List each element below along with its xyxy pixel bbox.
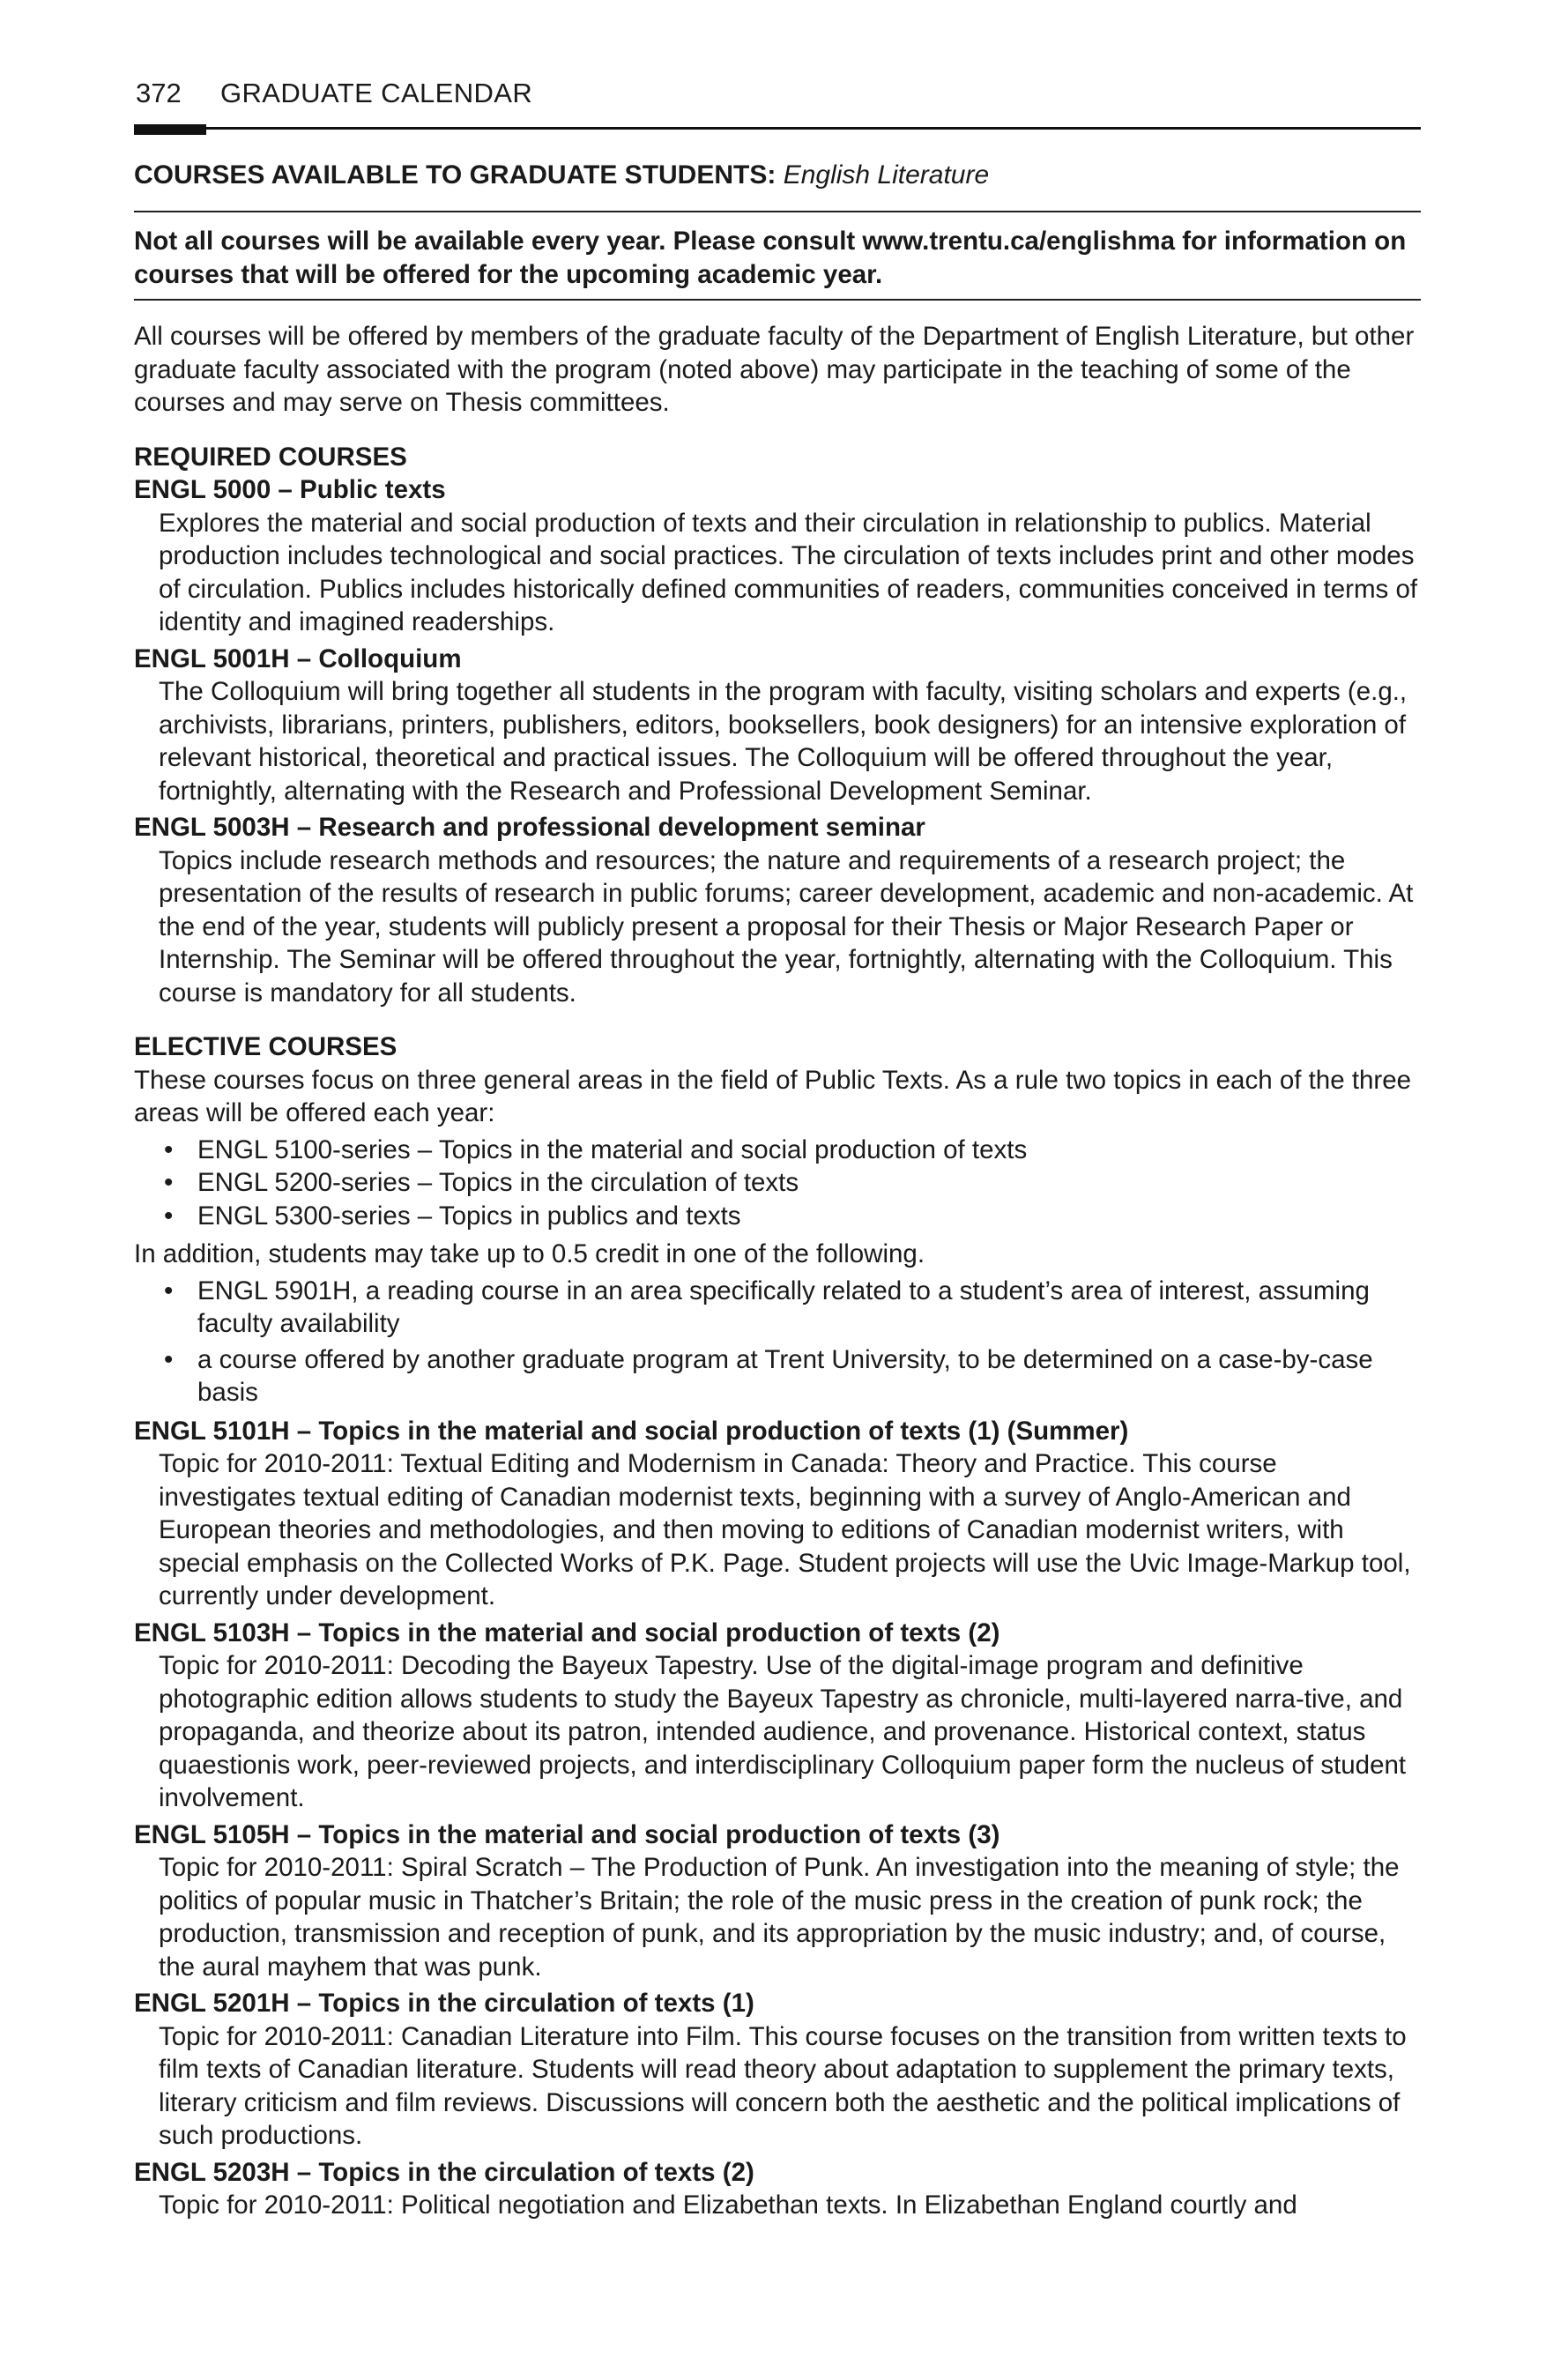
page (134, 78, 1421, 2226)
series-list (134, 1134, 1421, 1233)
course-description: Topic for 2010-2011: Textual Editing and Modernism in Canada: Theory and Practice. This course investigates textual editing of Canadian modernist texts, beginning with a survey of Anglo-American and European theories and methodologies, and then moving to editions of Canadian modernist writers, with special emphasis on the Collected Works of P.K. Page. Student projects will use the Uvic Image-Markup tool, currently under development. (159, 1449, 1411, 1610)
required-courses-heading: REQUIRED COURSES (134, 442, 407, 472)
course-title: ENGL 5201H – Topics in the circulation of texts (1) (134, 1989, 754, 2018)
course-entry (134, 1415, 1421, 1613)
header-rule (134, 127, 1421, 130)
notice-box (134, 211, 1421, 301)
course-entry (134, 643, 1421, 808)
section-title (134, 160, 1421, 191)
course-title: ENGL 5203H – Topics in the circulation of texts (2) (134, 2157, 754, 2187)
course-entry (134, 811, 1421, 1009)
list-item: • ENGL 5300-series – Topics in publics and texts (134, 1200, 1421, 1233)
notice-rule-bottom (134, 299, 1421, 301)
course-description: Topic for 2010-2011: Decoding the Bayeux Tapestry. Use of the digital-image program and definitive photographic edition allows students to study the Bayeux Tapestry as chronicle, multi-layered narra-tive, and propaganda, and theorize about its patron, intended audience, and provenance. Historical context, status quaestionis work, peer-reviewed projects, and interdisciplinary Colloquium paper form the nucleus of student involvement. (159, 1651, 1407, 1812)
course-description: Explores the material and social production of texts and their circulation in relationship to publics. Material production includes technological and social practices. The circulation of texts includes print and other modes of circulation. Publics includes historically defined communities of readers, communities conceived in terms of identity and imagined readerships. (159, 508, 1418, 636)
course-title: ENGL 5105H – Topics in the material and social production of texts (3) (134, 1819, 1000, 1849)
course-title: ENGL 5103H – Topics in the material and social production of texts (2) (134, 1618, 1000, 1647)
options-list (134, 1275, 1421, 1409)
course-title: ENGL 5001H – Colloquium (134, 643, 462, 673)
list-item: • a course offered by another graduate program at Trent University, to be determined on a case-by-case basis (134, 1343, 1421, 1409)
course-entry (134, 1818, 1421, 1984)
list-item: • ENGL 5100-series – Topics in the material and social production of texts (134, 1134, 1421, 1167)
course-title: ENGL 5000 – Public texts (134, 475, 446, 504)
section-title-subject: English Literature (783, 160, 990, 190)
section-title-main: COURSES AVAILABLE TO GRADUATE STUDENTS: (134, 160, 776, 190)
intro-paragraph: All courses will be offered by members of the graduate faculty of the Department of English Literature, but other graduate faculty associated with the program (noted above) may participate in the teaching of some of the courses and may serve on Thesis committees. (134, 322, 1415, 417)
list-item: • ENGL 5901H, a reading course in an area specifically related to a student’s area of interest, assuming faculty availability (134, 1275, 1421, 1341)
elective-courses-heading: ELECTIVE COURSES (134, 1032, 398, 1061)
course-description: Topic for 2010-2011: Spiral Scratch – The Production of Punk. An investigation into the meaning of style; the politics of popular music in Thatcher’s Britain; the role of the music press in the creation of punk rock; the production, transmission and reception of punk, and its appropriation by the music industry; and, of course, the aural mayhem that was punk. (159, 1853, 1400, 1982)
elective-addition: In addition, students may take up to 0.5 credit in one of the following. (134, 1239, 925, 1268)
course-entry (134, 2156, 1421, 2222)
page-number: 372 (136, 78, 182, 108)
course-description: The Colloquium will bring together all students in the program with faculty, visiting scholars and experts (e.g., archivists, librarians, printers, publishers, editors, booksellers, book designers) for an intensive exploration of relevant historical, theoretical and practical issues. The Colloquium will be offered throughout the year, fortnightly, alternating with the Research and Professional Development Seminar. (159, 677, 1408, 806)
availability-notice: Not all courses will be available every year. Please consult www.trentu.ca/englishma for information on courses that will be offered for the upcoming academic year. (134, 227, 1407, 289)
page-header (134, 78, 1421, 123)
course-description: Topic for 2010-2011: Political negotiation and Elizabethan texts. In Elizabethan England courtly and (159, 2190, 1297, 2220)
elective-intro: These courses focus on three general areas in the field of Public Texts. As a rule two topics in each of the three areas will be offered each year: (134, 1065, 1412, 1127)
course-entry (134, 1617, 1421, 1815)
course-entry (134, 473, 1421, 639)
course-title: ENGL 5101H – Topics in the material and social production of texts (1) (Summer) (134, 1416, 1129, 1446)
course-description: Topics include research methods and resources; the nature and requirements of a research project; the presentation of the results of research in public forums; career development, academic and non-academic. At the end of the year, students will publicly present a proposal for their Thesis or Major Research Paper or Internship. The Seminar will be offered throughout the year, fortnightly, alternating with the Colloquium. This course is mandatory for all students. (159, 845, 1414, 1008)
course-title: ENGL 5003H – Research and professional development seminar (134, 813, 925, 842)
course-description: Topic for 2010-2011: Canadian Literature into Film. This course focuses on the transition from written texts to film texts of Canadian literature. Students will read theory about adaptation to supplement the primary texts, literary criticism and film reviews. Discussions will concern both the aesthetic and the political implications of such productions. (159, 2021, 1407, 2150)
running-title: GRADUATE CALENDAR (220, 78, 533, 108)
header-rule-block (134, 124, 206, 135)
course-entry (134, 1987, 1421, 2153)
list-item: • ENGL 5200-series – Topics in the circulation of texts (134, 1166, 1421, 1200)
